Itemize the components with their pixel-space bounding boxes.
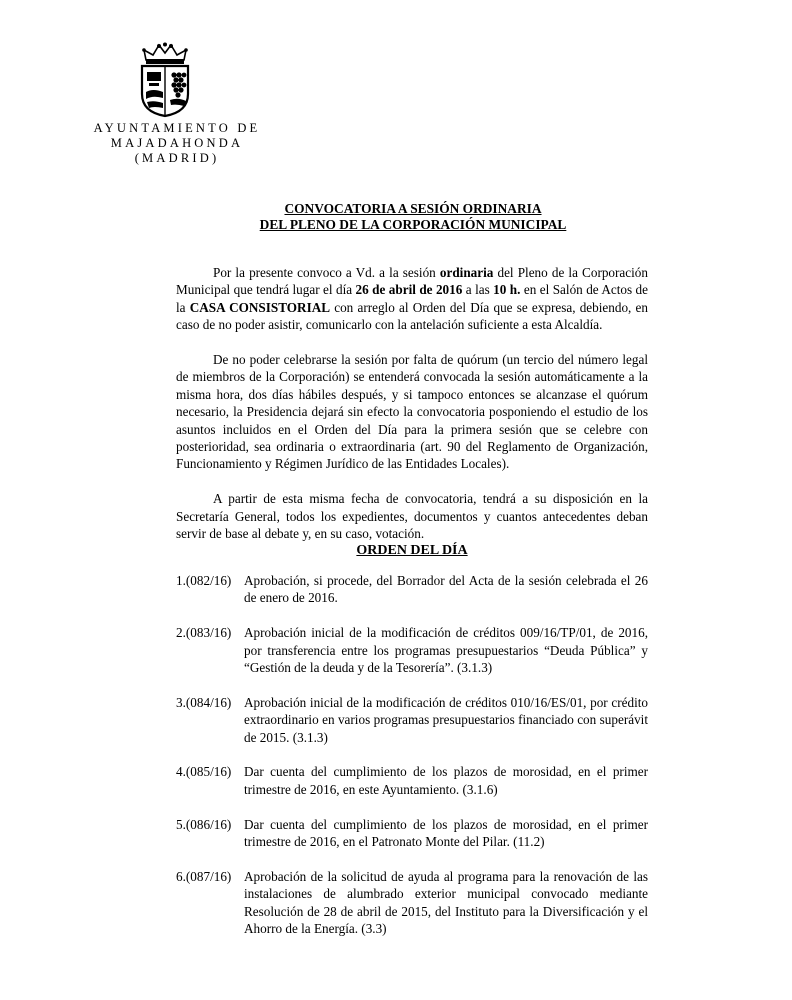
paragraph-quorum: De no poder celebrarse la sesión por falta de quórum (un tercio del número legal de miembros de la Corporación) se entenderá convocada la sesión automáticamente a la misma hora, dos días hábiles después, y si tampoco entonces se alcanzase el quórum necesario, la Presidencia dejará sin efecto la convocatoria posponiendo el estudio de los asuntos incluidos en el Orden del Día para la primera sesión que se celebre con posterioridad, sea ordinaria o extraordinaria (art. 90 del Reglamento de Organización, Funcionamiento y Régimen Jurídico de las Entidades Locales).	[176, 352, 648, 472]
text-run: en el Salón de Actos de la	[176, 282, 648, 315]
agenda-item-number: 5.(086/16)	[176, 816, 232, 832]
header-line: (MADRID)	[134, 151, 220, 165]
document-title	[180, 201, 646, 233]
text-run: Por la presente convoco a Vd. a la sesión	[213, 265, 440, 280]
session-type: ordinaria	[439, 265, 494, 280]
text-run: con arreglo al Orden del Día que se expresa, debiendo, en caso de no poder asistir, comunicarlo con la antelación suficiente a esta Alcaldía.	[176, 299, 648, 333]
agenda-item	[176, 763, 648, 798]
coat-of-arms-icon	[138, 42, 192, 118]
agenda-item	[176, 868, 648, 938]
agenda-item-number: 1.(082/16)	[176, 573, 232, 588]
agenda-item-text: Dar cuenta del cumplimiento de los plazos de morosidad, en el primer trimestre de 2016, en el Patronato Monte del Pilar. (11.2)	[244, 816, 648, 850]
agenda-item	[176, 572, 648, 607]
paragraph-convocation	[176, 264, 648, 334]
agenda-item-number: 2.(083/16)	[176, 625, 232, 641]
agenda-item	[176, 816, 648, 851]
agenda-item-number: 6.(087/16)	[176, 868, 232, 884]
paragraph-documents: A partir de esta misma fecha de convocatoria, tendrá a su disposición en la Secretaría General, todos los expedientes, documentos y cuantos antecedentes deban servir de base al debate y, en su caso, votación.	[176, 491, 648, 542]
municipality-header	[82, 121, 272, 166]
agenda-item-number: 4.(085/16)	[176, 764, 232, 780]
text-run: del Pleno de la Corporación Municipal que tendrá lugar el día	[176, 265, 648, 298]
agenda-item-text: Aprobación inicial de la modificación de créditos 009/16/TP/01, de 2016, por transferencia entre los programas presupuestarios “Deuda Pública” y “Gestión de la deuda y de la Tesorería”. (3.1.3)	[244, 625, 648, 676]
session-time: 10 h.	[493, 282, 521, 298]
header-line: AYUNTAMIENTO DE	[93, 121, 261, 135]
agenda-item	[176, 624, 648, 676]
session-date: 26 de abril de 2016	[355, 282, 463, 298]
header-line: MAJADAHONDA	[110, 136, 244, 150]
convocation-body	[176, 264, 648, 560]
agenda-item-text: Aprobación de la solicitud de ayuda al programa para la renovación de las instalaciones de alumbrado exterior municipal convocado mediante Resolución de 28 de abril de 2015, del Instituto para la Diversificación y el Ahorro de la Energía. (3.3)	[244, 868, 648, 937]
agenda-list	[176, 572, 648, 955]
text-run: a las	[462, 282, 494, 298]
title-line-1: CONVOCATORIA A SESIÓN ORDINARIA	[284, 201, 542, 216]
agenda-heading: ORDEN DEL DÍA	[356, 543, 468, 558]
agenda-item	[176, 694, 648, 746]
session-venue: CASA CONSISTORIAL	[189, 299, 331, 315]
agenda-item-text: Dar cuenta del cumplimiento de los plazos de morosidad, en el primer trimestre de 2016, en este Ayuntamiento. (3.1.6)	[244, 764, 648, 797]
agenda-item-text: Aprobación, si procede, del Borrador del Acta de la sesión celebrada el 26 de enero de 2016.	[244, 573, 648, 606]
agenda-item-text: Aprobación inicial de la modificación de créditos 010/16/ES/01, por crédito extraordinario en varios programas presupuestarios financiado con superávit de 2015. (3.1.3)	[244, 694, 648, 745]
title-line-2: DEL PLENO DE LA CORPORACIÓN MUNICIPAL	[259, 217, 567, 232]
agenda-item-number: 3.(084/16)	[176, 694, 232, 710]
